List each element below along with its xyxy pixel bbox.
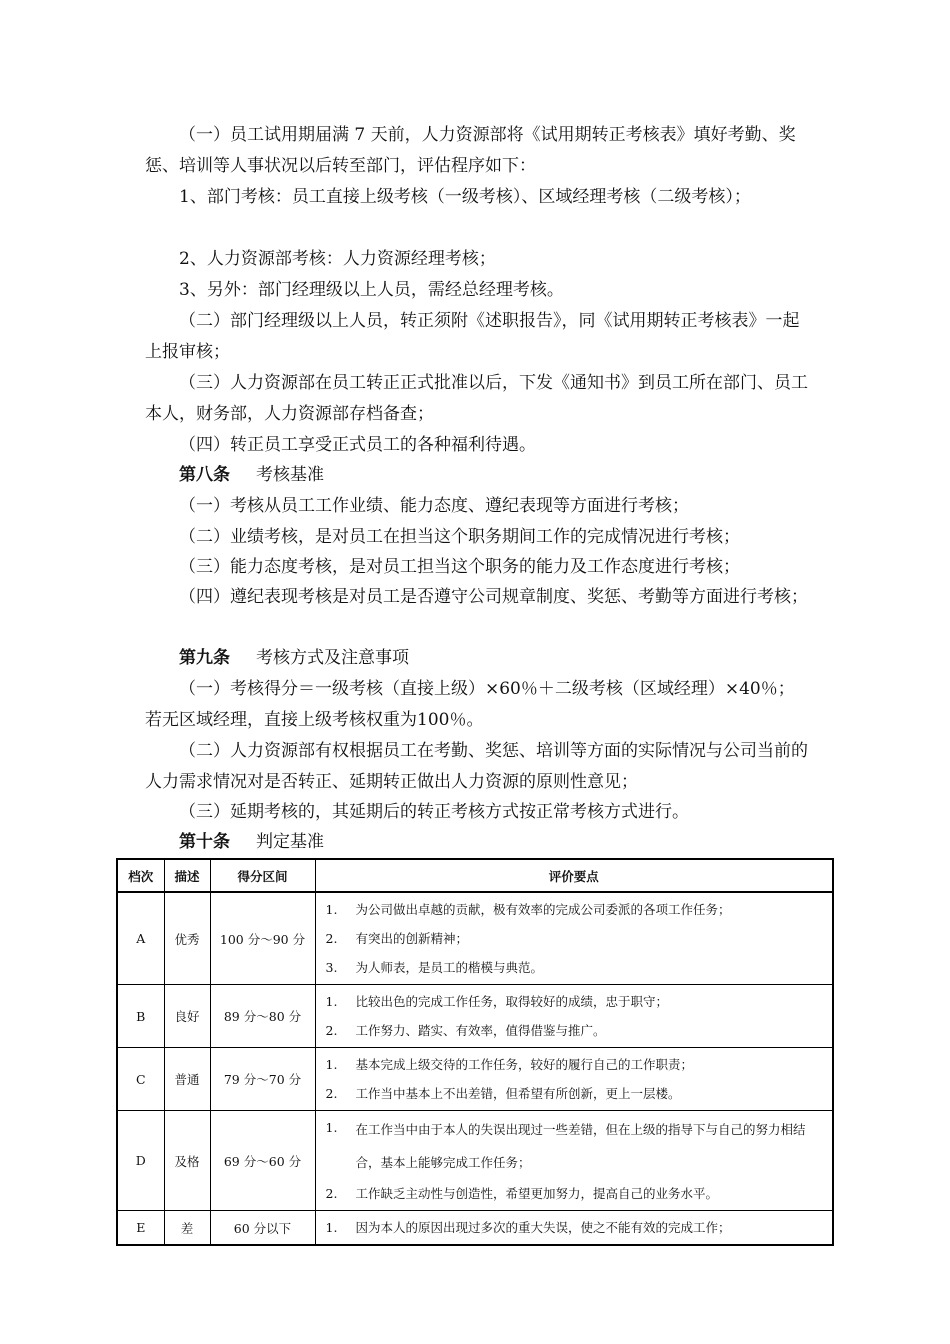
paragraph: （二）部门经理级以上人员，转正须附《述职报告》，同《试用期转正考核表》一起上报审核； <box>145 311 800 362</box>
item-number: 2. <box>325 931 338 946</box>
grade-cell: B <box>117 985 164 1048</box>
paragraph: 3、另外：部门经理级以上人员，需经总经理考核。 <box>179 280 564 300</box>
paragraph: （四）遵纪表现考核是对员工是否遵守公司规章制度、奖惩、考勤等方面进行考核； <box>179 587 808 607</box>
grade-cell: E <box>117 1211 164 1246</box>
list-item <box>322 1079 827 1108</box>
paragraph: （二）业绩考核，是对员工在担当这个职务期间工作的完成情况进行考核； <box>179 527 740 547</box>
article-title: 判定基准 <box>256 832 324 852</box>
item-text: 基本完成上级交待的工作任务，较好的履行自己的工作职责； <box>355 1057 694 1072</box>
article-heading <box>179 827 324 858</box>
article-number: 第九条 <box>179 648 230 668</box>
paragraph: （三）延期考核的，其延期后的转正考核方式按正常考核方式进行。 <box>179 802 689 822</box>
item-number: 2. <box>325 1186 338 1201</box>
item-text: 工作缺乏主动性与创造性，希望更加努力，提高自己的业务水平。 <box>355 1186 719 1201</box>
score-range-cell: 60 分以下 <box>210 1211 315 1246</box>
list-item <box>322 895 827 924</box>
item-text: 工作努力、踏实、有效率，值得借鉴与推广。 <box>355 1023 606 1038</box>
paragraph: （一）考核从员工工作业绩、能力态度、遵纪表现等方面进行考核； <box>179 496 689 516</box>
table-row <box>117 1211 833 1246</box>
item-text: 有突出的创新精神； <box>355 931 469 946</box>
item-text: 为人师表，是员工的楷模与典范。 <box>355 960 544 975</box>
table-row <box>117 985 833 1048</box>
paragraph: 2、人力资源部考核：人力资源经理考核； <box>179 249 496 269</box>
article-number: 第八条 <box>179 465 230 485</box>
header-description: 描述 <box>164 859 210 892</box>
item-text: 比较出色的完成工作任务，取得较好的成绩，忠于职守； <box>355 994 669 1009</box>
article-title: 考核基准 <box>256 465 324 485</box>
item-number: 1. <box>325 1120 338 1135</box>
grade-cell: A <box>117 892 164 985</box>
header-grade: 档次 <box>117 859 164 892</box>
description-cell: 良好 <box>164 985 210 1048</box>
article-heading <box>179 643 409 674</box>
table-row <box>117 1111 833 1211</box>
item-number: 1. <box>325 1220 338 1235</box>
paragraph: （四）转正员工享受正式员工的各种福利待遇。 <box>179 435 536 455</box>
description-cell: 优秀 <box>164 892 210 985</box>
item-text: 工作当中基本上不出差错，但希望有所创新，更上一层楼。 <box>355 1086 681 1101</box>
article-number: 第十条 <box>179 832 230 852</box>
list-item <box>322 953 827 982</box>
description-cell: 差 <box>164 1211 210 1246</box>
paragraph: （一）员工试用期届满 7 天前，人力资源部将《试用期转正考核表》填好考勤、奖惩、培训等人事状况以后转至部门，评估程序如下： <box>145 125 796 176</box>
evaluation-points-cell <box>315 1111 833 1211</box>
item-number: 1. <box>325 1057 338 1072</box>
item-number: 2. <box>325 1023 338 1038</box>
item-text: 因为本人的原因出现过多次的重大失误，使之不能有效的完成工作； <box>355 1220 731 1235</box>
article-heading <box>179 460 324 491</box>
item-number: 2. <box>325 1086 338 1101</box>
table-row <box>117 892 833 985</box>
list-item <box>322 924 827 953</box>
evaluation-points-cell <box>315 985 833 1048</box>
evaluation-points-cell <box>315 1048 833 1111</box>
paragraph: （三）能力态度考核，是对员工担当这个职务的能力及工作态度进行考核； <box>179 557 740 577</box>
paragraph: （一）考核得分＝一级考核（直接上级）×60％＋二级考核（区域经理）×40％；若无区域经理，直接上级考核权重为100％。 <box>145 679 795 730</box>
grade-cell: C <box>117 1048 164 1111</box>
grading-table <box>116 858 834 1246</box>
item-number: 1. <box>325 902 338 917</box>
evaluation-points-cell <box>315 1211 833 1246</box>
list-item <box>322 1113 827 1179</box>
score-range-cell: 69 分～60 分 <box>210 1111 315 1211</box>
item-number: 3. <box>325 960 338 975</box>
header-evaluation-points: 评价要点 <box>315 859 833 892</box>
list-item <box>322 987 827 1016</box>
item-number: 1. <box>325 994 338 1009</box>
list-item <box>322 1016 827 1045</box>
description-cell: 及格 <box>164 1111 210 1211</box>
header-score-range: 得分区间 <box>210 859 315 892</box>
article-title: 考核方式及注意事项 <box>256 648 409 668</box>
table-row <box>117 1048 833 1111</box>
grade-cell: D <box>117 1111 164 1211</box>
table-header-row <box>117 859 833 892</box>
description-cell: 普通 <box>164 1048 210 1111</box>
item-text: 为公司做出卓越的贡献，极有效率的完成公司委派的各项工作任务； <box>355 902 731 917</box>
paragraph: （二）人力资源部有权根据员工在考勤、奖惩、培训等方面的实际情况与公司当前的人力需求情况对是否转正、延期转正做出人力资源的原则性意见； <box>145 741 808 792</box>
item-text: 在工作当中由于本人的失误出现过一些差错，但在上级的指导下与自己的努力相结合，基本上能够完成工作任务； <box>355 1122 806 1170</box>
paragraph: （三）人力资源部在员工转正正式批准以后，下发《通知书》到员工所在部门、员工本人，财务部，人力资源部存档备查； <box>145 373 808 424</box>
list-item <box>322 1050 827 1079</box>
score-range-cell: 79 分～70 分 <box>210 1048 315 1111</box>
list-item <box>322 1213 827 1242</box>
score-range-cell: 100 分～90 分 <box>210 892 315 985</box>
evaluation-points-cell <box>315 892 833 985</box>
list-item <box>322 1179 827 1208</box>
paragraph: 1、部门考核：员工直接上级考核（一级考核）、区域经理考核（二级考核）； <box>179 187 751 207</box>
score-range-cell: 89 分～80 分 <box>210 985 315 1048</box>
